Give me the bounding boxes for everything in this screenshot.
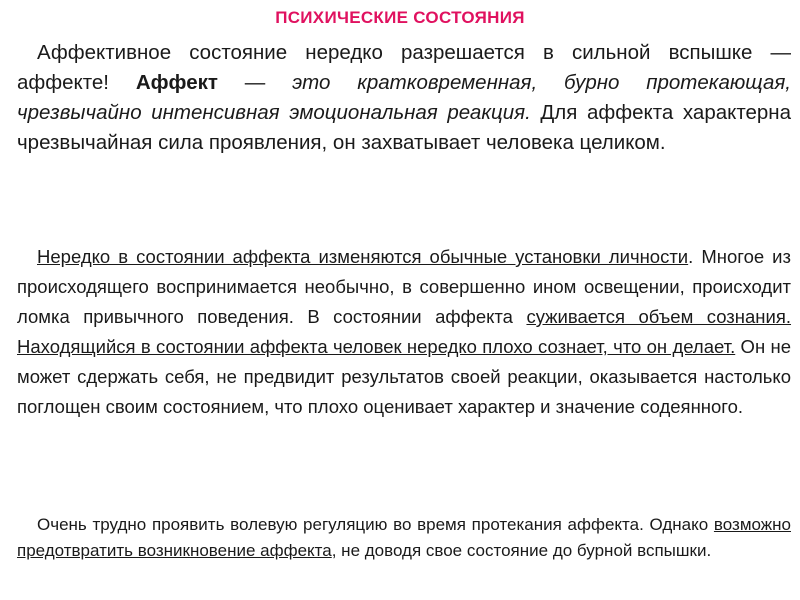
term-affect: Аффект	[135, 71, 218, 94]
paragraph2-rest: Он не может сдержать себя, не предвидит результатов своей реакции, оказывается настолько поглощен своим состоянием, что плохо оценивает характер и значение содеянного.	[17, 336, 791, 417]
paragraph1-rest: Для аффекта характерна чрезвычайная сила проявления, он захватывает человека целиком.	[17, 101, 792, 154]
paragraph-affect-consciousness	[17, 242, 791, 422]
paragraph-affect-prevention	[17, 512, 791, 564]
paragraph2-middle: . Многое из происходящего воспринимается необычно, в совершенно ином освещении, происходит ломка привычного поведения. В состоянии аффекта	[17, 246, 791, 327]
paragraph3-intro: Очень трудно проявить волевую регуляцию во время протекания аффекта. Однако	[37, 515, 714, 534]
paragraph1-intro: Аффективное состояние нередко разрешается в сильной вспышке — аффекте!	[17, 41, 791, 94]
slide-title: ПСИХИЧЕСКИЕ СОСТОЯНИЯ	[275, 8, 525, 27]
paragraph3-rest: , не доводя свое состояние до бурной вспышки.	[331, 541, 712, 560]
underlined-consciousness-narrowing: суживается объем сознания. Находящийся в состоянии аффекта человек нередко плохо сознает, что он делает.	[17, 306, 792, 357]
underlined-prevention: возможно предотвратить возникновение аффекта	[17, 515, 791, 560]
paragraph1-dash: —	[217, 71, 293, 94]
underlined-attitudes-change: Нередко в состоянии аффекта изменяются обычные установки личности	[37, 246, 689, 267]
affect-definition: это кратковременная, бурно протекающая, чрезвычайно интенсивная эмоциональная реакция.	[17, 71, 791, 124]
paragraph-affect-definition	[17, 38, 791, 158]
